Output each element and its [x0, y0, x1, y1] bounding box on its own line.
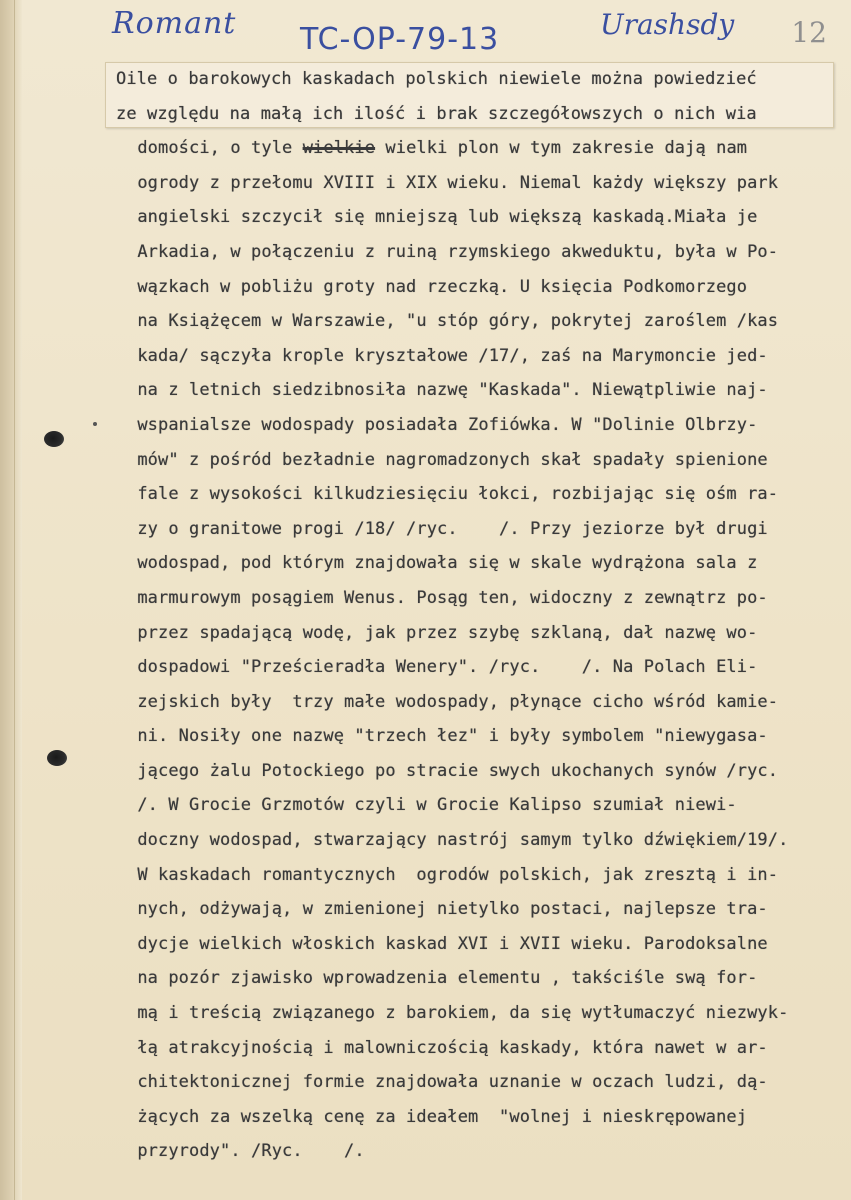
handwritten-note-right: Urashsdy	[600, 8, 735, 41]
text-line: zy o granitowe progi /18/ /ryc. /. Przy jeziorze był drugi	[96, 518, 768, 539]
text-line: wodospad, pod którym znajdowała się w skale wydrążona sala z	[96, 553, 758, 574]
page-edge-line	[14, 0, 15, 1200]
text-line: wązkach w pobliżu groty nad rzeczką. U księcia Podkomorzego	[96, 276, 748, 297]
text-line: na z letnich siedzibnosiła nazwę "Kaskada". Niewątpliwie naj-	[96, 380, 768, 401]
text-line: mów" z pośród bezładnie nagromadzonych skał spadały spienione	[96, 449, 768, 470]
text-line: ogrody z przełomu XVIII i XIX wieku. Niemal każdy większy park	[96, 172, 779, 193]
text-line: fale z wysokości kilkudziesięciu łokci, rozbijając się ośm ra-	[96, 484, 779, 505]
text-line: żących za wszelką cenę za ideałem "wolnej i nieskrępowanej	[96, 1106, 748, 1127]
text-line: dospadowi "Prześcieradła Wenery". /ryc. /. Na Polach Eli-	[96, 657, 758, 678]
text-line: jącego żalu Potockiego po stracie swych ukochanych synów /ryc.	[96, 760, 779, 781]
page-edge	[0, 0, 22, 1200]
text-line: nych, odżywają, w zmienionej nietylko postaci, najlepsze tra-	[96, 899, 768, 920]
text-line: angielski szczycił się mniejszą lub większą kaskadą.Miała je	[96, 207, 758, 228]
page-number: 12	[791, 16, 827, 49]
handwritten-reference-code: TC-OP-79-13	[300, 22, 500, 57]
struck-word: wielkie	[302, 138, 376, 159]
text-line-rest: wielki plon w tym zakresie dają nam	[375, 138, 748, 159]
text-line: przez spadającą wodę, jak przez szybę szklaną, dał nazwę wo-	[96, 622, 758, 643]
text-line: doczny wodospad, stwarzający nastrój samym tylko dźwiękiem/19/.	[96, 830, 789, 851]
text-line: mą i treścią związanego z barokiem, da się wytłumaczyć niezwyk-	[96, 1003, 789, 1024]
text-line	[96, 131, 836, 166]
typed-text	[96, 62, 836, 1169]
punch-hole	[47, 750, 67, 766]
text-line: dycje wielkich włoskich kaskad XVI i XVII wieku. Parodoksalne	[96, 933, 768, 954]
text-line-start: domości, o tyle	[96, 138, 303, 159]
text-line: na Książęcem w Warszawie, "u stóp góry, pokrytej zaroślem /kas	[96, 311, 779, 332]
text-line: na pozór zjawisko wprowadzenia elementu , takściśle swą for-	[96, 968, 758, 989]
text-line: /. W Grocie Grzmotów czyli w Grocie Kalipso szumiał niewi-	[96, 795, 737, 816]
text-line: W kaskadach romantycznych ogrodów polskich, jak zresztą i in-	[96, 864, 779, 885]
text-line: marmurowym posągiem Wenus. Posąg ten, widoczny z zewnątrz po-	[96, 587, 768, 608]
text-line: zejskich były trzy małe wodospady, płynące cicho wśród kamie-	[96, 691, 779, 712]
text-line: Arkadia, w połączeniu z ruiną rzymskiego akweduktu, była w Po-	[96, 241, 779, 262]
text-line: wspanialsze wodospady posiadała Zofiówka. W "Dolinie Olbrzy-	[96, 414, 758, 435]
text-line: ze względu na małą ich ilość i brak szczegółowszych o nich wia	[116, 103, 757, 124]
handwritten-note-left: Romant	[112, 6, 237, 41]
text-line: przyrody". /Ryc. /.	[96, 1141, 365, 1162]
text-line: Oile o barokowych kaskadach polskich niewiele można powiedzieć	[116, 69, 757, 89]
text-line: kada/ sączyła krople kryształowe /17/, zaś na Marymoncie jed-	[96, 345, 768, 366]
text-line: chitektonicznej formie znajdowała uznanie w oczach ludzi, dą-	[96, 1072, 768, 1093]
text-line: łą atrakcyjnością i malowniczością kaskady, która nawet w ar-	[96, 1037, 768, 1058]
text-line: ni. Nosiły one nazwę "trzech łez" i były symbolem "niewygasa-	[96, 726, 768, 747]
punch-hole	[44, 431, 64, 447]
